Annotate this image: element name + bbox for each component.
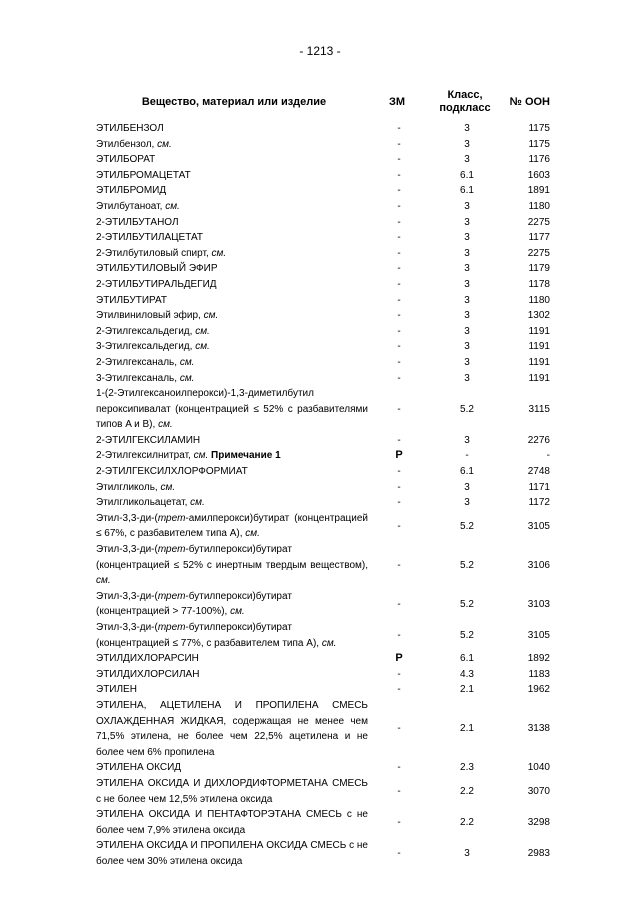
page-number: - 1213 - (299, 44, 341, 58)
un-number: 2275 (527, 247, 550, 259)
name-segment: см. (179, 372, 195, 384)
un-number: 1178 (528, 278, 550, 290)
substance-table (96, 83, 550, 870)
un-number: 3106 (527, 559, 550, 571)
table-row (96, 324, 550, 340)
name-segment: 1-(2-Этилгексаноилперокси)-1,3-диметилбутил пероксипивалат (концентрацией ≤ 52% с разбавителями типов A и B), (96, 388, 368, 431)
class-value: 3 (464, 294, 470, 306)
name-segment: ЭТИЛЕНА ОКСИДА И ПРОПИЛЕНА ОКСИДА СМЕСЬ с не более чем 30% этилена оксида (96, 840, 368, 867)
name-segment: трет (157, 590, 186, 602)
name-segment: ЭТИЛЕНА ОКСИД (96, 762, 182, 774)
table-row (96, 152, 550, 168)
name-segment: ЭТИЛБОРАТ (96, 154, 156, 166)
name-segment: -бутилперокси)бутират (концентрацией ≤ 52% с инертным твердым веществом), (96, 544, 368, 571)
class-value: 5.2 (460, 629, 474, 641)
substance-name (96, 230, 372, 246)
un-number: 1302 (527, 310, 550, 322)
class-value: 3 (464, 372, 470, 384)
header-un-number: № ООН (509, 95, 550, 108)
name-segment: 2-Этилбутиловый спирт, (96, 247, 212, 259)
name-segment: ЭТИЛБРОМАЦЕТАТ (96, 169, 191, 181)
name-segment: ЭТИЛЕН (96, 684, 137, 696)
un-number: 1179 (528, 263, 550, 275)
name-segment: см. (179, 356, 195, 368)
zm-value: - (397, 684, 401, 696)
zm-value: - (397, 434, 401, 446)
un-number: 2276 (527, 434, 550, 446)
name-segment: см. (230, 606, 245, 618)
table-row (96, 776, 550, 807)
header-substance: Вещество, материал или изделие (141, 95, 327, 108)
name-segment: Этил-3,3-ди-( (96, 544, 158, 556)
zm-value: - (397, 598, 401, 610)
substance-name (96, 293, 372, 309)
zm-value: - (397, 341, 401, 353)
table-row (96, 386, 550, 433)
name-segment: Этилгликоль, (96, 481, 161, 493)
un-number: 1175 (528, 123, 550, 134)
substance-name (96, 183, 372, 199)
zm-value: - (397, 372, 401, 384)
zm-value: - (397, 154, 401, 166)
name-segment: трет (157, 512, 186, 524)
un-number: 1183 (528, 668, 550, 680)
un-number: 1191 (528, 325, 550, 337)
un-number: 3115 (528, 403, 550, 415)
substance-name (96, 324, 372, 340)
class-value: 6.1 (460, 169, 474, 181)
table-row (96, 511, 550, 542)
table-row (96, 620, 550, 651)
table-row (96, 277, 550, 293)
name-segment: 2-ЭТИЛБУТИРАЛЬДЕГИД (96, 278, 217, 290)
class-value: 3 (464, 247, 470, 259)
zm-value: - (397, 200, 401, 212)
class-value: 5.2 (460, 598, 474, 610)
substance-name (96, 246, 372, 262)
name-segment: см. (165, 200, 180, 212)
class-value: 5.2 (460, 559, 474, 571)
substance-name (96, 511, 372, 542)
table-row (96, 838, 550, 869)
table-row (96, 261, 550, 277)
name-segment: Этилгликольацетат, (96, 497, 191, 509)
name-segment: ЭТИЛБУТИРАТ (96, 294, 168, 306)
name-segment: ЭТИЛДИХЛОРСИЛАН (96, 668, 200, 680)
name-segment: трет (157, 544, 186, 556)
substance-name (96, 137, 372, 153)
un-number: 1892 (527, 653, 550, 665)
substance-name (96, 433, 372, 449)
class-value: 3 (464, 263, 470, 275)
class-value: 3 (464, 434, 470, 446)
zm-value: - (397, 497, 401, 509)
substance-name (96, 199, 372, 215)
un-number: 1191 (528, 341, 550, 353)
zm-value: - (397, 278, 401, 290)
table-row (96, 339, 550, 355)
class-value: 4.3 (460, 668, 474, 680)
table-row (96, 168, 550, 184)
table-row (96, 448, 550, 464)
class-value: 2.3 (460, 762, 474, 774)
class-value: 3 (464, 310, 470, 322)
class-value: 5.2 (460, 403, 474, 415)
name-segment: ЭТИЛЕНА, АЦЕТИЛЕНА И ПРОПИЛЕНА СМЕСЬ ОХЛАЖДЕННАЯ ЖИДКАЯ, содержащая не менее чем 71,5% этилена, не более чем 22,5% ацетилена и не более чем 6% пропилена (96, 699, 368, 758)
class-value: 3 (464, 200, 470, 212)
name-segment: 2-ЭТИЛБУТАНОЛ (96, 216, 179, 228)
un-number: 3103 (527, 598, 550, 610)
class-value: 3 (464, 497, 470, 509)
zm-value: - (397, 247, 401, 259)
table-row (96, 183, 550, 199)
name-segment: см. (190, 497, 205, 509)
table-row (96, 121, 550, 137)
substance-name (96, 651, 372, 667)
substance-name (96, 261, 372, 277)
zm-value: - (397, 169, 401, 181)
un-number: 2275 (527, 216, 550, 228)
name-segment: 2-ЭТИЛГЕКСИЛАМИН (96, 434, 201, 446)
name-segment: Этилбензол, (96, 138, 158, 150)
substance-name (96, 448, 372, 464)
class-value: 3 (464, 123, 470, 134)
un-number: 2983 (527, 848, 550, 860)
un-number: 1191 (528, 356, 550, 368)
name-segment: Этилвиниловый эфир, (96, 310, 204, 322)
zm-value: - (397, 848, 401, 860)
table-row (96, 433, 550, 449)
zm-value: - (397, 263, 401, 275)
table-row (96, 589, 550, 620)
un-number: 3105 (527, 520, 550, 532)
name-segment: см. (158, 419, 173, 431)
name-segment: см. (321, 637, 337, 649)
zm-value: - (397, 325, 401, 337)
name-segment: -бутилперокси)бутират (концентрацией > 77-100%), (96, 590, 292, 618)
table-row (96, 480, 550, 496)
table-row (96, 464, 550, 480)
zm-value: - (397, 559, 401, 571)
zm-value: - (397, 520, 401, 532)
substance-name (96, 339, 372, 355)
zm-value: - (397, 785, 401, 797)
table-row (96, 542, 550, 589)
name-segment: 2-Этилгексальдегид, (96, 325, 196, 337)
zm-value: - (397, 310, 401, 322)
table-body (96, 121, 550, 870)
zm-value: - (397, 123, 401, 134)
substance-name (96, 682, 372, 698)
substance-name (96, 480, 372, 496)
class-value: 6.1 (460, 185, 474, 197)
class-value: 3 (464, 154, 470, 166)
name-segment: см. (195, 341, 210, 353)
substance-name (96, 698, 372, 760)
header-class: Класс, подкласс (439, 89, 491, 114)
un-number: 1180 (528, 294, 550, 306)
table-row (96, 199, 550, 215)
name-segment: см. (203, 310, 219, 322)
name-segment: ЭТИЛДИХЛОРАРСИН (96, 653, 199, 665)
un-number: - (546, 450, 550, 462)
table-row (96, 667, 550, 683)
substance-name (96, 168, 372, 184)
zm-value: - (397, 138, 401, 150)
substance-name (96, 589, 372, 620)
name-segment: -амилперокси)бутират (концентрацией ≤ 67%, с разбавителем типа A), (96, 512, 368, 540)
class-value: 3 (464, 481, 470, 493)
class-value: 5.2 (460, 520, 474, 532)
un-number: 1175 (528, 138, 550, 150)
table-row (96, 651, 550, 667)
substance-name (96, 308, 372, 324)
name-segment: ЭТИЛБУТИЛОВЫЙ ЭФИР (96, 263, 218, 275)
un-number: 1177 (528, 232, 550, 244)
table-row (96, 215, 550, 231)
table-row (96, 371, 550, 387)
zm-value: - (397, 668, 401, 680)
substance-name (96, 667, 372, 683)
name-segment: см. (195, 325, 210, 337)
class-value: 2.2 (460, 785, 474, 797)
un-number: 1172 (528, 497, 550, 509)
class-value: 3 (464, 356, 470, 368)
name-segment: Этил-3,3-ди-( (96, 590, 158, 602)
class-value: 3 (464, 325, 470, 337)
class-value: 6.1 (460, 653, 474, 665)
zm-value: - (397, 816, 401, 828)
zm-value: - (397, 723, 401, 735)
substance-name (96, 620, 372, 651)
class-value: 3 (464, 278, 470, 290)
zm-value: P (395, 449, 403, 462)
un-number: 1891 (527, 185, 550, 197)
table-row (96, 293, 550, 309)
zm-value: - (397, 762, 401, 774)
class-value: 3 (464, 232, 470, 244)
substance-name (96, 371, 372, 387)
table-row (96, 137, 550, 153)
substance-name (96, 542, 372, 589)
substance-name (96, 760, 372, 776)
header-zm: ЗМ (388, 95, 406, 108)
un-number: 1962 (527, 684, 550, 696)
un-number: 1171 (528, 481, 550, 493)
name-segment: Примечание 1 (211, 450, 281, 462)
name-segment: см. (245, 528, 260, 540)
table-row (96, 246, 550, 262)
table-row (96, 495, 550, 511)
name-segment: трет (157, 622, 186, 633)
name-segment: 2-Этилгексилнитрат, (96, 450, 194, 462)
substance-name (96, 464, 372, 480)
table-row (96, 760, 550, 776)
class-value: 6.1 (460, 466, 474, 478)
name-segment: ЭТИЛЕНА ОКСИДА И ПЕНТАФТОРЭТАНА СМЕСЬ с не более чем 7,9% этилена оксида (96, 809, 368, 836)
un-number: 3105 (527, 629, 550, 641)
un-number: 1191 (528, 372, 550, 384)
name-segment: 3-Этилгексальдегид, (96, 341, 196, 353)
un-number: 1040 (527, 762, 550, 774)
table-row (96, 698, 550, 760)
un-number: 3138 (527, 723, 550, 735)
name-segment: ЭТИЛБЕНЗОЛ (96, 123, 164, 134)
table-row (96, 682, 550, 698)
name-segment: 3-Этилгексаналь, (96, 372, 180, 384)
name-segment: см. (160, 481, 176, 493)
zm-value: - (397, 232, 401, 244)
zm-value: P (395, 652, 403, 665)
zm-value: - (397, 294, 401, 306)
zm-value: - (397, 185, 401, 197)
zm-value: - (397, 216, 401, 228)
zm-value: - (397, 481, 401, 493)
class-value: 2.1 (460, 723, 474, 735)
class-value: 3 (464, 138, 470, 150)
substance-name (96, 277, 372, 293)
substance-name (96, 807, 372, 838)
substance-name (96, 495, 372, 511)
class-value: 2.2 (460, 816, 474, 828)
substance-name (96, 355, 372, 371)
class-value: 3 (464, 341, 470, 353)
name-segment: Этил-3,3-ди-( (96, 512, 158, 524)
un-number: 1603 (527, 169, 550, 181)
table-row (96, 308, 550, 324)
name-segment: 2-ЭТИЛБУТИЛАЦЕТАТ (96, 232, 203, 244)
name-segment: см. (96, 575, 111, 587)
name-segment: Этил-3,3-ди-( (96, 622, 158, 633)
zm-value: - (397, 356, 401, 368)
un-number: 1176 (528, 154, 550, 166)
substance-name (96, 776, 372, 807)
zm-value: - (397, 403, 401, 415)
name-segment: ЭТИЛБРОМИД (96, 185, 167, 197)
name-segment: -бутилперокси)бутират (концентрацией ≤ 77%, с разбавителем типа A), (96, 622, 322, 649)
zm-value: - (397, 466, 401, 478)
un-number: 3298 (527, 816, 550, 828)
class-value: 3 (464, 848, 470, 860)
un-number: 1180 (528, 200, 550, 212)
name-segment: 2-Этилгексаналь, (96, 356, 180, 368)
un-number: 2748 (527, 466, 550, 478)
substance-name (96, 121, 372, 137)
un-number: 3070 (527, 785, 550, 797)
table-row (96, 355, 550, 371)
class-value: 2.1 (460, 684, 474, 696)
name-segment: см. (193, 450, 209, 462)
name-segment: ЭТИЛЕНА ОКСИДА И ДИХЛОРДИФТОРМЕТАНА СМЕСЬ с не более чем 12,5% этилена оксида (96, 777, 368, 805)
zm-value: - (397, 629, 401, 641)
substance-name (96, 215, 372, 231)
table-header-row (96, 83, 550, 121)
class-value: - (465, 450, 469, 462)
name-segment: Этилбутаноат, (96, 200, 166, 212)
substance-name (96, 152, 372, 168)
name-segment: см. (211, 247, 227, 259)
table-row (96, 807, 550, 838)
substance-name (96, 838, 372, 869)
substance-name (96, 386, 372, 433)
class-value: 3 (464, 216, 470, 228)
name-segment: 2-ЭТИЛГЕКСИЛХЛОРФОРМИАТ (96, 466, 248, 478)
name-segment: см. (157, 138, 172, 150)
table-row (96, 230, 550, 246)
